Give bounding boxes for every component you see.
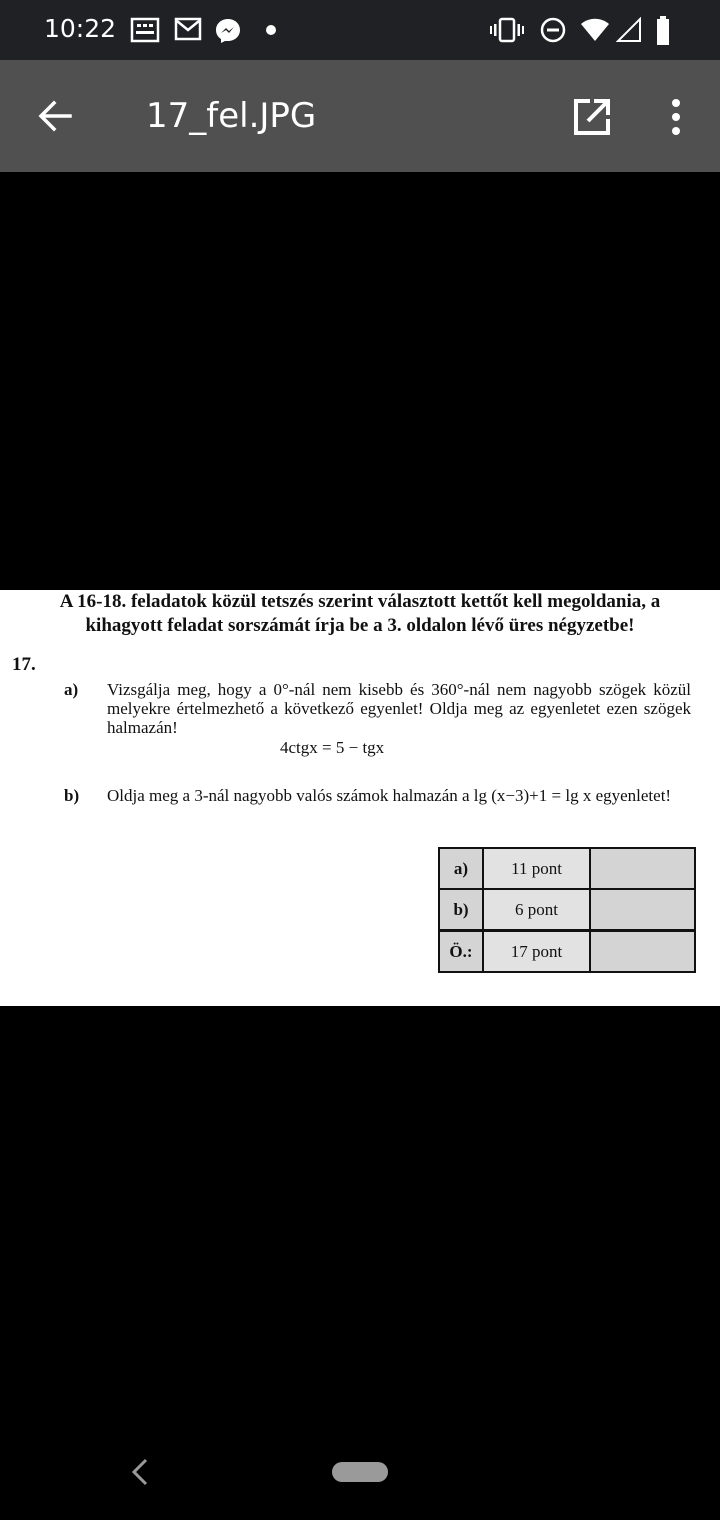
more-vert-icon[interactable]	[660, 97, 692, 137]
part-a-text: Vizsgálja meg, hogy a 0°-nál nem kisebb és 360°-nál nem nagyobb szögek közül melyekre értelmezhető a következő egyenlet! Oldja meg az egyenletet ezen szögek halmazán!	[107, 680, 691, 737]
battery-icon	[654, 15, 672, 47]
header-line-1: A 16-18. feladatok közül tetszés szerint választott kettőt kell megoldania, a	[59, 591, 661, 612]
vibrate-icon	[490, 17, 524, 43]
do-not-disturb-icon	[540, 17, 566, 43]
score-label: Ö.:	[439, 931, 483, 973]
score-row-b	[439, 889, 695, 931]
score-blank-cell	[590, 848, 695, 889]
file-title: 17_fel.JPG	[146, 96, 317, 136]
score-row-total	[439, 931, 695, 973]
arrow-back-icon[interactable]	[36, 96, 76, 136]
part-b-text: Oldja meg a 3-nál nagyobb valós számok halmazán a lg (x−3)+1 = lg x egyenletet!	[107, 786, 672, 805]
more-notifications-dot	[266, 25, 276, 35]
document-image[interactable]	[0, 590, 720, 1006]
app-bar	[0, 60, 720, 172]
header-line-2: kihagyott feladat sorszámát írja be a 3. oldalon lévő üres négyzetbe!	[85, 615, 635, 636]
part-a-label: a)	[64, 680, 79, 699]
messenger-icon	[214, 17, 242, 45]
nav-home-pill[interactable]	[332, 1462, 388, 1482]
signal-icon	[616, 17, 642, 43]
status-bar	[0, 0, 720, 60]
document-header	[0, 590, 720, 638]
open-in-new-icon[interactable]	[572, 97, 612, 137]
score-points: 11 pont	[483, 848, 590, 889]
notification-board-icon	[130, 17, 160, 43]
score-points: 6 pont	[483, 889, 590, 931]
gmail-icon	[174, 17, 202, 41]
score-row-a	[439, 848, 695, 889]
score-blank-cell	[590, 931, 695, 973]
task-number: 17.	[12, 654, 36, 675]
wifi-icon	[580, 17, 610, 43]
score-label: a)	[439, 848, 483, 889]
part-a-equation: 4ctgx = 5 − tgx	[280, 738, 385, 757]
nav-back-icon[interactable]	[128, 1458, 152, 1486]
score-table	[438, 847, 696, 973]
status-time: 10:22	[44, 14, 117, 43]
score-blank-cell	[590, 889, 695, 931]
score-label: b)	[439, 889, 483, 931]
score-points: 17 pont	[483, 931, 590, 973]
part-b-label: b)	[64, 786, 80, 805]
